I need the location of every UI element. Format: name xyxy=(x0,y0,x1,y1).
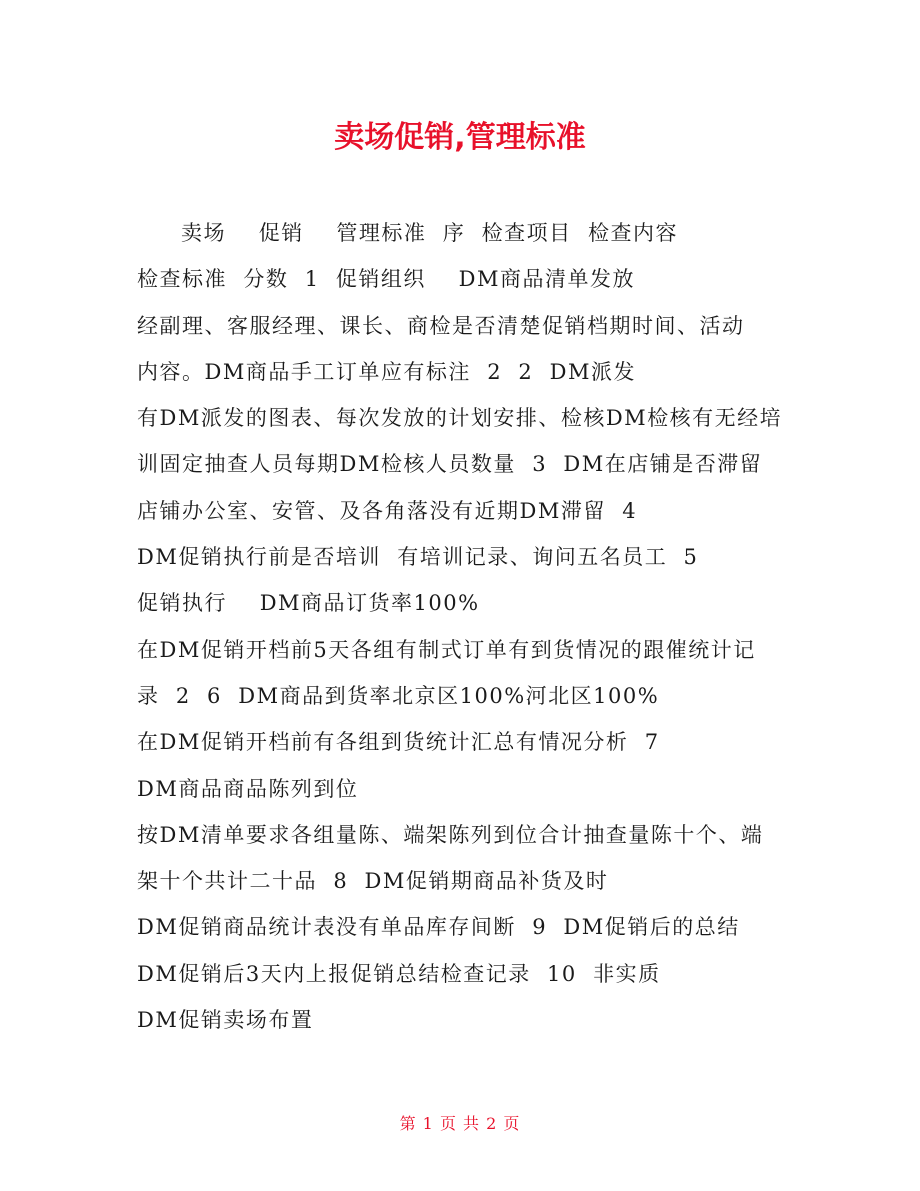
text-line: 内容。DM商品手工订单应有标注 2 2 DM派发 xyxy=(137,359,636,384)
text-line: 促销执行 DM商品订货率100% xyxy=(137,591,480,616)
text-line: 有DM派发的图表、每次发放的计划安排、检核DM检核有无经培 xyxy=(137,406,783,431)
text-line: DM促销后3天内上报促销总结检查记录 10 非实质 xyxy=(137,961,661,986)
text-line: 卖场 促销 管理标准 序 检查项目 检查内容 xyxy=(181,221,678,245)
text-line: 店铺办公室、安管、及各角落没有近期DM滞留 4 xyxy=(137,498,638,523)
text-line: 在DM促销开档前5天各组有制式订单有到货情况的跟催统计记 xyxy=(137,637,756,662)
document-body xyxy=(137,210,797,1043)
text-line: 按DM清单要求各组量陈、端架陈列到位合计抽查量陈十个、端 xyxy=(137,822,764,847)
text-line: 经副理、客服经理、课长、商检是否清楚促销档期时间、活动 xyxy=(137,313,745,338)
page-footer: 第 1 页 共 2 页 xyxy=(399,1114,521,1133)
page-title: 卖场促销,管理标准 xyxy=(334,120,586,155)
text-line: DM促销商品统计表没有单品库存间断 9 DM促销后的总结 xyxy=(137,915,740,940)
text-line: DM促销卖场布置 xyxy=(137,1008,314,1033)
text-line: 检查标准 分数 1 促销组织 DM商品清单发放 xyxy=(137,267,635,292)
text-line: 在DM促销开档前有各组到货统计汇总有情况分析 7 xyxy=(137,730,660,755)
text-line: 架十个共计二十品 8 DM促销期商品补货及时 xyxy=(137,869,609,894)
text-line: DM商品商品陈列到位 xyxy=(137,776,359,801)
text-line: 训固定抽查人员每期DM检核人员数量 3 DM在店铺是否滞留 xyxy=(137,452,763,477)
text-line: 录 2 6 DM商品到货率北京区100%河北区100% xyxy=(137,683,660,708)
text-line: DM促销执行前是否培训 有培训记录、询问五名员工 5 xyxy=(137,545,699,570)
